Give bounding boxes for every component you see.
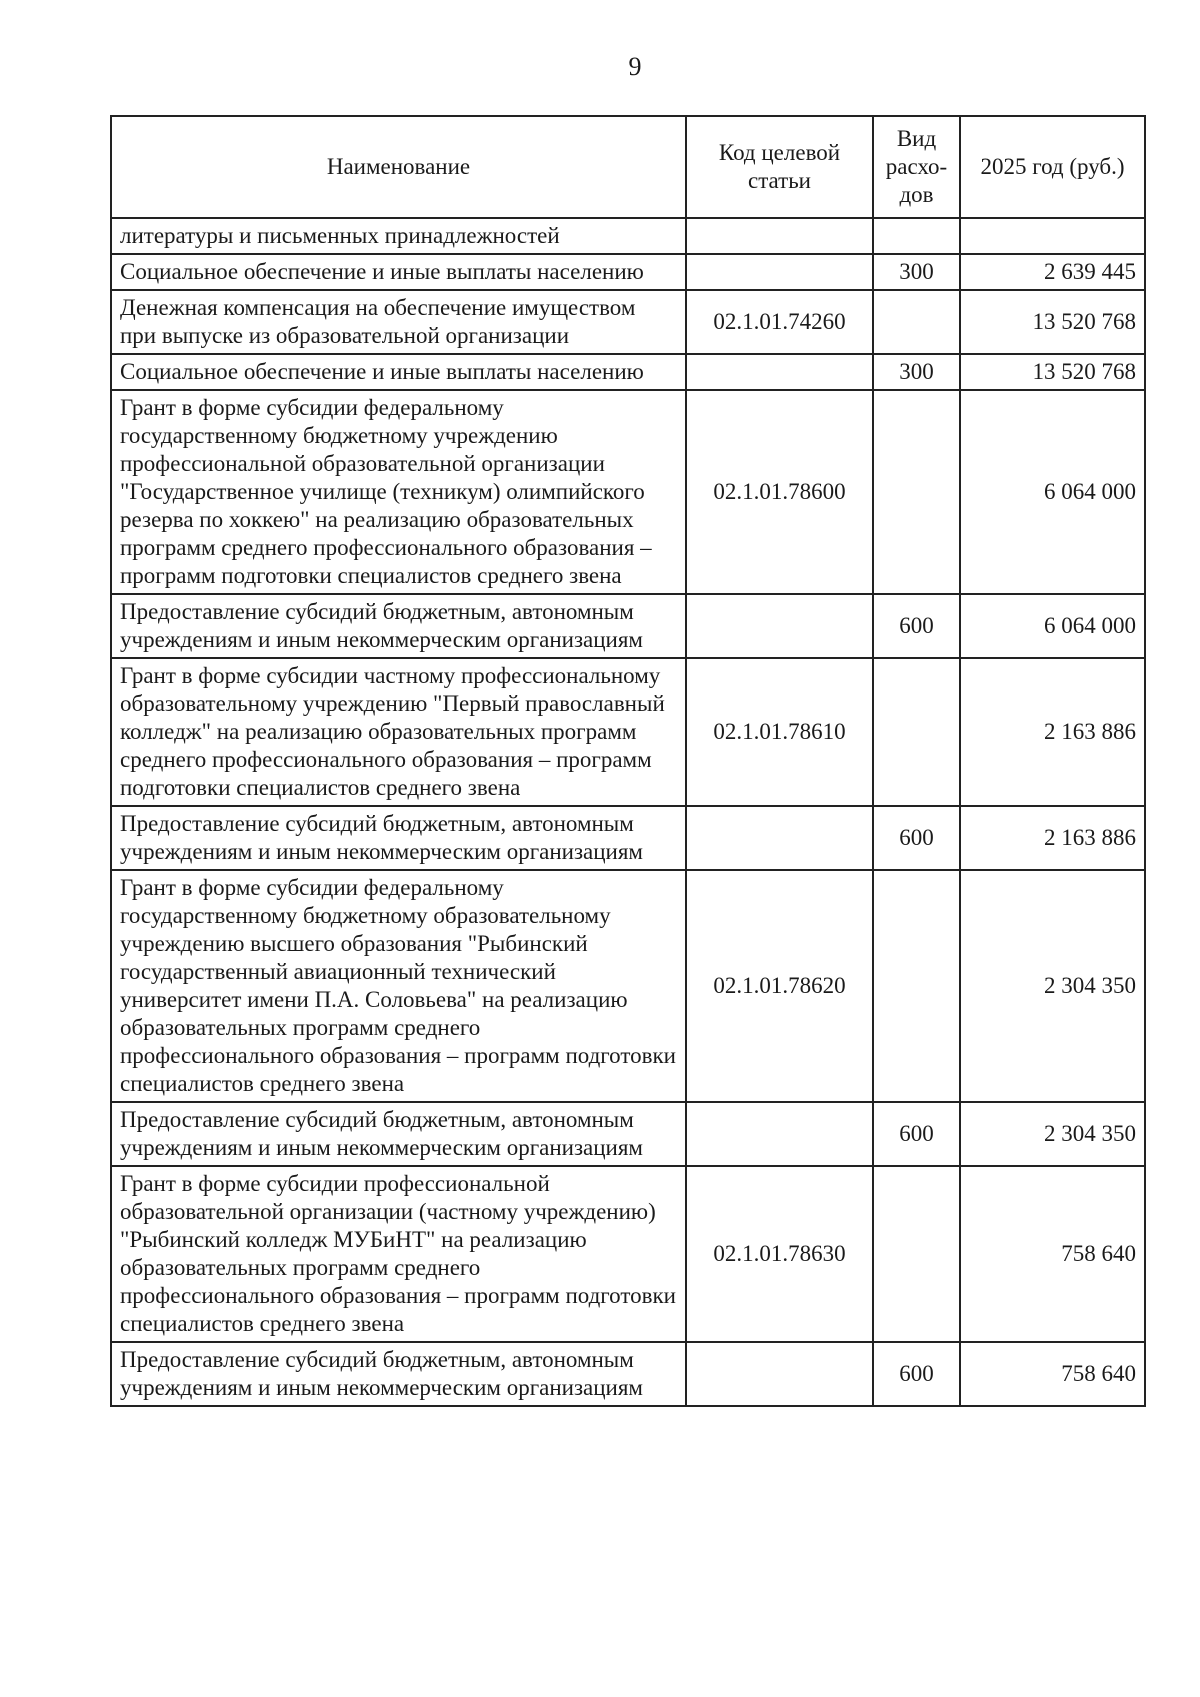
row-type: 600: [873, 806, 960, 870]
row-type: [873, 218, 960, 254]
row-code: [686, 254, 873, 290]
row-type: [873, 390, 960, 594]
row-amount: 2 304 350: [960, 870, 1145, 1102]
row-name: Денежная компенсация на обеспечение имуществом при выпуске из образовательной организации: [111, 290, 686, 354]
table-row: [111, 1102, 1145, 1166]
row-type: 600: [873, 1342, 960, 1406]
row-type: [873, 658, 960, 806]
row-code: [686, 354, 873, 390]
row-type: 300: [873, 254, 960, 290]
header-amount: 2025 год (руб.): [960, 116, 1145, 218]
row-amount: [960, 218, 1145, 254]
table-row: [111, 254, 1145, 290]
row-name: Предоставление субсидий бюджетным, автономным учреждениям и иным некоммерческим организациям: [111, 1102, 686, 1166]
row-code: [686, 218, 873, 254]
row-type: [873, 1166, 960, 1342]
table-row: [111, 1342, 1145, 1406]
row-name: Предоставление субсидий бюджетным, автономным учреждениям и иным некоммерческим организациям: [111, 806, 686, 870]
row-code: [686, 594, 873, 658]
row-name: Предоставление субсидий бюджетным, автономным учреждениям и иным некоммерческим организациям: [111, 594, 686, 658]
row-code: [686, 1342, 873, 1406]
row-type: 300: [873, 354, 960, 390]
row-amount: 2 163 886: [960, 658, 1145, 806]
table-row: [111, 870, 1145, 1102]
row-amount: 2 163 886: [960, 806, 1145, 870]
row-name: Грант в форме субсидии федеральному государственному бюджетному образовательному учреждению высшего образования "Рыбинский государственный авиационный технический университет имени П.А. Соловьева" на реализацию образовательных программ среднего профессионального образования – программ подготовки специалистов среднего звена: [111, 870, 686, 1102]
row-amount: 758 640: [960, 1166, 1145, 1342]
row-code: 02.1.01.78620: [686, 870, 873, 1102]
row-code: [686, 806, 873, 870]
row-name: Социальное обеспечение и иные выплаты населению: [111, 254, 686, 290]
row-amount: 6 064 000: [960, 390, 1145, 594]
row-amount: 6 064 000: [960, 594, 1145, 658]
row-name: Грант в форме субсидии частному профессиональному образовательному учреждению "Первый православный колледж" на реализацию образовательных программ среднего профессионального образования – программ подготовки специалистов среднего звена: [111, 658, 686, 806]
page-number: 9: [628, 52, 642, 81]
row-code: 02.1.01.74260: [686, 290, 873, 354]
row-code: 02.1.01.78630: [686, 1166, 873, 1342]
row-type: 600: [873, 1102, 960, 1166]
row-amount: 2 639 445: [960, 254, 1145, 290]
table-header-row: [111, 116, 1145, 218]
budget-table: [110, 115, 1146, 1407]
row-amount: 13 520 768: [960, 290, 1145, 354]
table-row: [111, 218, 1145, 254]
table-row: [111, 1166, 1145, 1342]
table-row: [111, 806, 1145, 870]
row-code: [686, 1102, 873, 1166]
row-name: Грант в форме субсидии профессиональной образовательной организации (частному учреждению) "Рыбинский колледж МУБиНТ" на реализацию образовательных программ среднего профессионального образования – программ подготовки специалистов среднего звена: [111, 1166, 686, 1342]
row-code: 02.1.01.78600: [686, 390, 873, 594]
table-row: [111, 290, 1145, 354]
header-name: Наименование: [111, 116, 686, 218]
row-type: 600: [873, 594, 960, 658]
table-row: [111, 354, 1145, 390]
row-type: [873, 290, 960, 354]
row-name: Грант в форме субсидии федеральному государственному бюджетному учреждению профессиональной образовательной организации "Государственное училище (техникум) олимпийского резерва по хоккею" на реализацию образовательных программ среднего профессионального образования – программ подготовки специалистов среднего звена: [111, 390, 686, 594]
row-amount: 758 640: [960, 1342, 1145, 1406]
row-code: 02.1.01.78610: [686, 658, 873, 806]
header-type: Вид расхо-дов: [873, 116, 960, 218]
row-name: Предоставление субсидий бюджетным, автономным учреждениям и иным некоммерческим организациям: [111, 1342, 686, 1406]
table-row: [111, 658, 1145, 806]
row-amount: 13 520 768: [960, 354, 1145, 390]
row-name: Социальное обеспечение и иные выплаты населению: [111, 354, 686, 390]
table-row: [111, 594, 1145, 658]
row-name: литературы и письменных принадлежностей: [111, 218, 686, 254]
table-row: [111, 390, 1145, 594]
row-type: [873, 870, 960, 1102]
row-amount: 2 304 350: [960, 1102, 1145, 1166]
header-code: Код целевой статьи: [686, 116, 873, 218]
